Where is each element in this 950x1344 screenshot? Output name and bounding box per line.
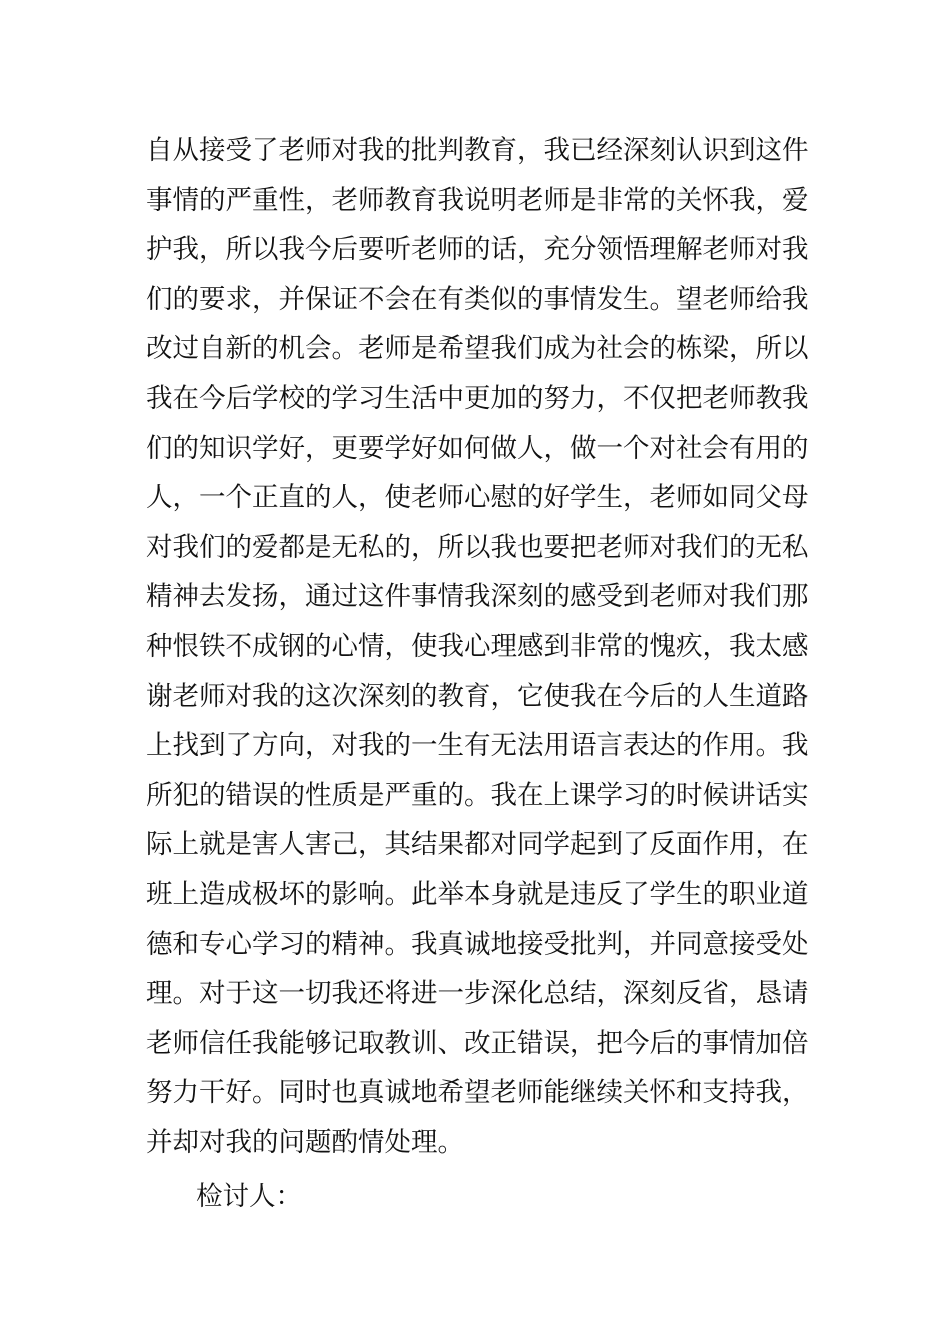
text-line: 们的知识学好，更要学好如何做人，做一个对社会有用的 bbox=[146, 432, 809, 464]
text-line: 班上造成极坏的影响。此举本身就是违反了学生的职业道 bbox=[146, 878, 809, 910]
text-line: 自从接受了老师对我的批判教育，我已经深刻认识到这件 bbox=[146, 135, 809, 166]
text-line: 德和专心学习的精神。我真诚地接受批判，并同意接受处 bbox=[146, 928, 809, 960]
text-line: 谢老师对我的这次深刻的教育，它使我在今后的人生道路 bbox=[146, 680, 809, 712]
text-line: 改过自新的机会。老师是希望我们成为社会的栋梁，所以 bbox=[146, 333, 809, 365]
text-line: 上找到了方向，对我的一生有无法用语言表达的作用。我 bbox=[146, 730, 809, 762]
text-line: 努力干好。同时也真诚地希望老师能继续关怀和支持我， bbox=[146, 1077, 809, 1109]
text-line: 理。对于这一切我还将进一步深化总结，深刻反省，恳请 bbox=[146, 978, 809, 1010]
text-line: 并却对我的问题酌情处理。 bbox=[146, 1126, 464, 1158]
body-paragraph bbox=[146, 126, 809, 1167]
text-line: 精神去发扬，通过这件事情我深刻的感受到老师对我们那 bbox=[146, 581, 809, 613]
signature-label: 检讨人： bbox=[196, 1181, 302, 1212]
text-line: 所犯的错误的性质是严重的。我在上课学习的时候讲话实 bbox=[146, 779, 809, 811]
text-line: 对我们的爱都是无私的，所以我也要把老师对我们的无私 bbox=[146, 531, 809, 563]
text-line: 种恨铁不成钢的心情，使我心理感到非常的愧疚，我太感 bbox=[146, 630, 809, 662]
text-line: 们的要求，并保证不会在有类似的事情发生。望老师给我 bbox=[146, 283, 809, 315]
text-line: 际上就是害人害己，其结果都对同学起到了反面作用，在 bbox=[146, 829, 809, 861]
text-line: 护我，所以我今后要听老师的话，充分领悟理解老师对我 bbox=[146, 234, 809, 266]
text-line: 我在今后学校的学习生活中更加的努力，不仅把老师教我 bbox=[146, 382, 809, 414]
text-line: 人，一个正直的人，使老师心慰的好学生，老师如同父母 bbox=[146, 482, 809, 514]
text-line: 老师信任我能够记取教训、改正错误，把今后的事情加倍 bbox=[146, 1027, 809, 1059]
text-line: 事情的严重性，老师教育我说明老师是非常的关怀我，爱 bbox=[146, 184, 809, 216]
